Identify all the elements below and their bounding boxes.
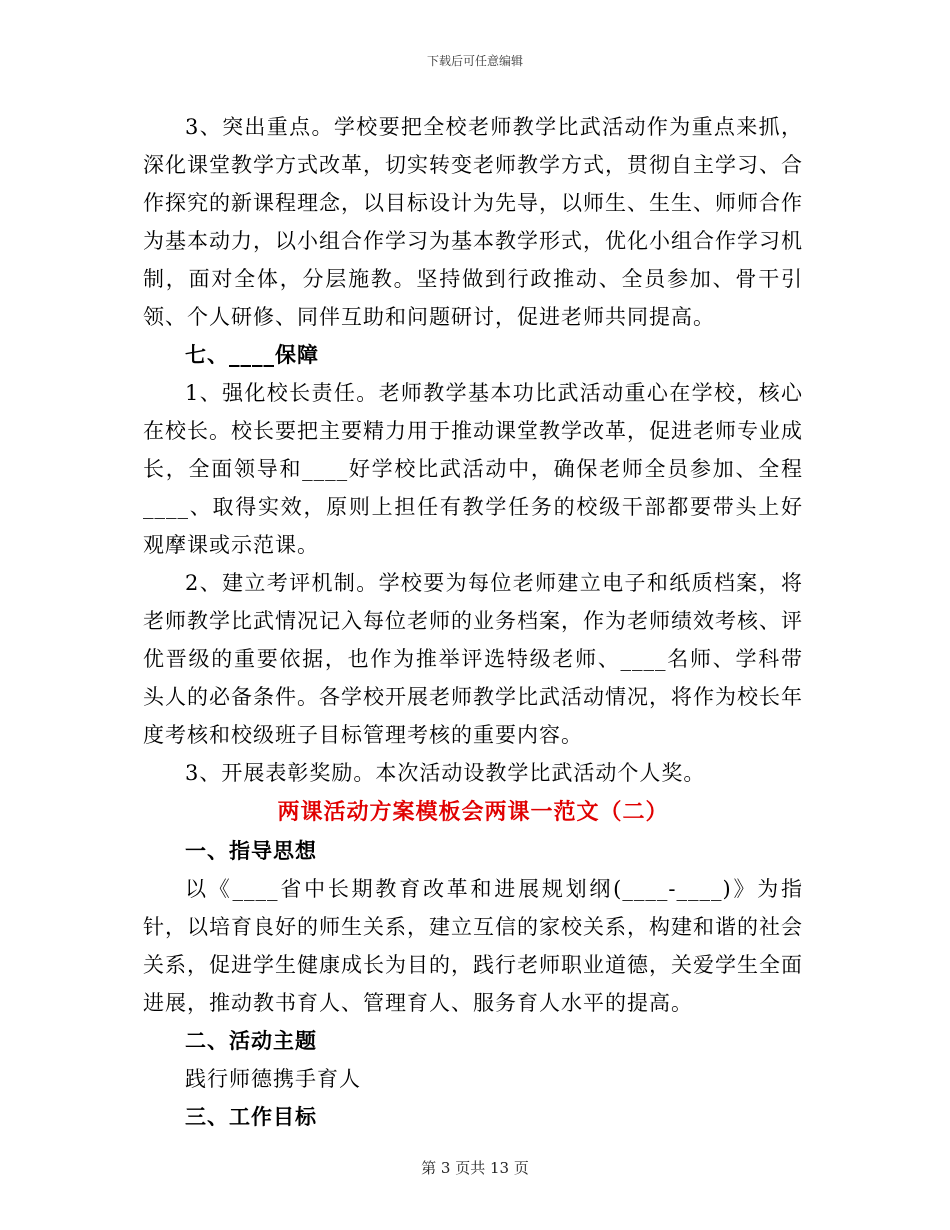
heading-guarantee: 七、____保障 [185,342,319,367]
page-header-note: 下载后可任意编辑 [426,54,523,68]
paragraph-activity-theme: 践行师德携手育人 [185,1067,361,1091]
paragraph-evaluation-mechanism: 2、建立考评机制。学校要为每位老师建立电子和纸质档案，将老师教学比武情况记入每位老师的业务档案，作为老师绩效考核、评优晋级的重要依据，也作为推举评选特级老师、____名师、学科带头人的必备条件。各学校开展老师教学比武活动情况，将作为校长年度考核和校级班子目标管理考核的重要内容。 [143,571,803,747]
heading-guiding-ideology: 一、指导思想 [185,838,317,863]
heading-work-goals: 三、工作目标 [185,1104,317,1129]
paragraph-focus-point: 3、突出重点。学校要把全校老师教学比武活动作为重点来抓，深化课堂教学方式改革，切实转变老师教学方式，贯彻自主学习、合作探究的新课程理念，以目标设计为先导，以师生、生生、师师合作为基本动力，以小组合作学习为基本教学形式，优化小组合作学习机制，面对全体，分层施教。坚持做到行政推动、全员参加、骨干引领、个人研修、同伴互助和问题研讨，促进老师共同提高。 [143,115,803,329]
paragraph-guiding-ideology: 以《____省中长期教育改革和进展规划纲(____-____)》为指针，以培育良好的师生关系，建立互信的家校关系，构建和谐的社会关系，促进学生健康成长为目的，践行老师职业道德，关爱学生全面进展，推动教书育人、管理育人、服务育人水平的提高。 [143,877,803,1015]
heading-activity-theme: 二、活动主题 [185,1028,317,1053]
section-title: 两课活动方案模板会两课一范文（二） [277,799,669,825]
paragraph-principal-responsibility: 1、强化校长责任。老师教学基本功比武活动重心在学校，核心在校长。校长要把主要精力用于推动课堂教学改革，促进老师专业成长，全面领导和____好学校比武活动中，确保老师全员参加、全程____、取得实效，原则上担任有教学任务的校级干部都要带头上好观摩课或示范课。 [143,381,803,557]
paragraph-commendation: 3、开展表彰奖励。本次活动设教学比武活动个人奖。 [185,761,706,785]
document-body [143,108,803,1136]
page-number: 第 3 页共 13 页 [421,1159,529,1177]
